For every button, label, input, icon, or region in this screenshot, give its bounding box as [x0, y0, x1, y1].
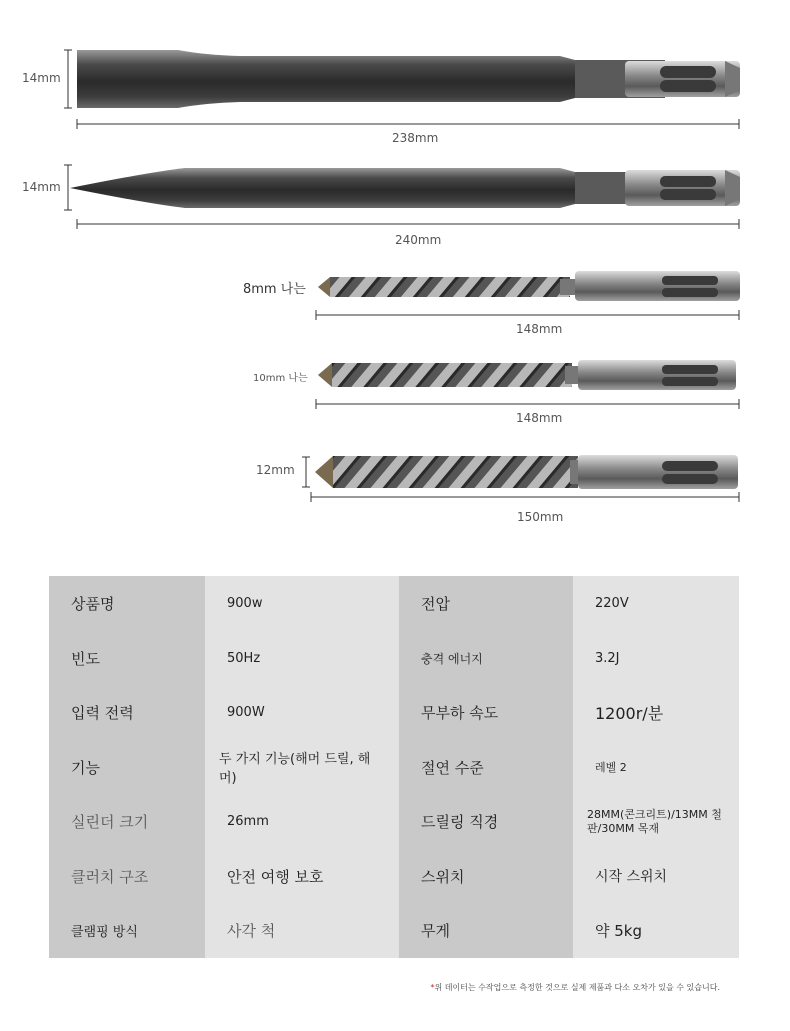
spec-key: 무부하 속도 [399, 686, 573, 741]
footnote [430, 982, 720, 993]
table-row [49, 904, 739, 959]
drill-12mm-length-label: 150mm [517, 510, 564, 524]
drill-8mm-length-label: 148mm [516, 322, 563, 336]
spec-value: 26mm [205, 795, 399, 850]
footnote-star: * [430, 983, 435, 992]
table-row [49, 576, 739, 631]
spec-key: 전압 [399, 576, 573, 631]
spec-value: 28MM(콘크리트)/13MM 철판/30MM 목재 [573, 795, 739, 850]
drill-12mm-label: 12mm [256, 463, 295, 477]
spec-table [49, 576, 739, 958]
drill-10mm-length-label: 148mm [516, 411, 563, 425]
drill-12mm [315, 455, 738, 489]
spec-value: 900w [205, 576, 399, 631]
spec-key: 충격 에너지 [399, 631, 573, 686]
spec-key: 절연 수준 [399, 740, 573, 795]
footnote-text: 위 데이터는 수작업으로 측정한 것으로 실제 제품과 다소 오차가 있을 수 있습니다. [434, 983, 720, 992]
spec-value: 1200r/분 [573, 686, 739, 741]
spec-value: 시작 스위치 [573, 849, 739, 904]
spec-key: 무게 [399, 904, 573, 959]
table-row [49, 631, 739, 686]
spec-value: 레벨 2 [573, 740, 739, 795]
flat-chisel [77, 50, 740, 108]
point-chisel-width-label: 14mm [22, 180, 61, 194]
drill-10mm-label: 10mm 나는 [253, 373, 308, 384]
spec-key: 드릴링 직경 [399, 795, 573, 850]
spec-key: 입력 전력 [49, 686, 205, 741]
spec-key: 기능 [49, 740, 205, 795]
drill-8mm-label: 8mm 나는 [243, 282, 306, 297]
table-row [49, 795, 739, 850]
spec-value: 두 가지 기능(해머 드릴, 해머) [205, 740, 399, 795]
spec-key: 상품명 [49, 576, 205, 631]
table-row [49, 740, 739, 795]
spec-value: 사각 척 [205, 904, 399, 959]
table-row [49, 686, 739, 741]
point-chisel [70, 168, 740, 208]
spec-value: 900W [205, 686, 399, 741]
drill-8mm [318, 271, 740, 301]
flat-chisel-width-label: 14mm [22, 71, 61, 85]
spec-value: 약 5kg [573, 904, 739, 959]
spec-value: 안전 여행 보호 [205, 849, 399, 904]
spec-key: 클러치 구조 [49, 849, 205, 904]
drill-10mm [318, 360, 736, 390]
spec-key: 클램핑 방식 [49, 904, 205, 959]
point-chisel-length-label: 240mm [395, 233, 442, 247]
spec-value: 50Hz [205, 631, 399, 686]
spec-value: 3.2J [573, 631, 739, 686]
spec-value: 220V [573, 576, 739, 631]
spec-key: 빈도 [49, 631, 205, 686]
spec-key: 실린더 크기 [49, 795, 205, 850]
flat-chisel-length-label: 238mm [392, 131, 439, 145]
spec-key: 스위치 [399, 849, 573, 904]
table-row [49, 849, 739, 904]
